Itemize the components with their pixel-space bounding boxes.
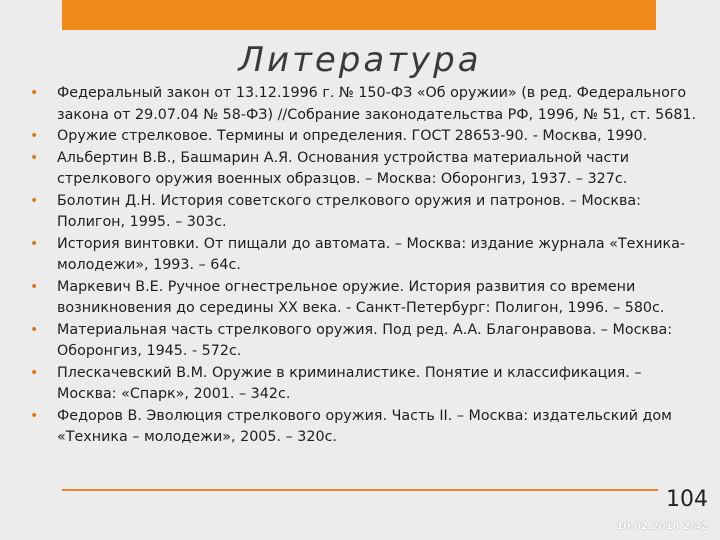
reference-text: Болотин Д.Н. История советского стрелкового оружия и патронов. – Москва: Полигон, 1995. – 303с. xyxy=(57,192,641,230)
reference-item xyxy=(30,363,700,406)
reference-item xyxy=(30,126,700,148)
reference-item xyxy=(30,83,700,126)
bullet-icon: • xyxy=(30,85,39,101)
footer-divider xyxy=(62,489,658,491)
reference-item xyxy=(30,320,700,363)
reference-list xyxy=(30,83,700,449)
reference-text: Федоров В. Эволюция стрелкового оружия. Часть II. – Москва: издательский дом «Техника – молодежи», 2005. – 320с. xyxy=(57,407,672,445)
slide-date: 10.02.2018 2:42 xyxy=(616,521,708,532)
reference-text: Плескачевский В.М. Оружие в криминалистике. Понятие и классификация. – Москва: «Спарк», 2001. – 342с. xyxy=(57,364,642,402)
bullet-icon: • xyxy=(30,128,39,144)
reference-text: Оружие стрелковое. Термины и определения. ГОСТ 28653-90. - Москва, 1990. xyxy=(57,128,648,144)
reference-item xyxy=(30,277,700,320)
reference-item xyxy=(30,148,700,191)
bullet-icon: • xyxy=(30,192,39,209)
reference-text: История винтовки. От пищали до автомата. – Москва: издание журнала «Техника-молодежи», 1993. – 64с. xyxy=(57,235,686,273)
reference-text: Материальная часть стрелкового оружия. Под ред. А.А. Благонравова. – Москва: Оборонгиз, 1945. - 572с. xyxy=(57,321,673,359)
bullet-icon: • xyxy=(30,321,39,338)
reference-item xyxy=(30,406,700,449)
page-number: 104 xyxy=(666,487,708,512)
reference-text: Федеральный закон от 13.12.1996 г. № 150-ФЗ «Об оружии» (в ред. Федерального закона от 29.07.04 № 58-ФЗ) //Собрание законодательства РФ, 1996, № 51, ст. 5681. xyxy=(57,85,697,123)
reference-text: Маркевич В.Е. Ручное огнестрельное оружие. История развития со времени возникновения до середины XX века. - Санкт-Петербург: Полигон, 1996. – 580с. xyxy=(57,278,665,316)
bullet-icon: • xyxy=(30,149,39,166)
header-accent-bar xyxy=(62,0,656,30)
reference-text: Альбертин В.В., Башмарин А.Я. Основания устройства материальной части стрелкового оружия военных образцов. – Москва: Оборонгиз, 1937. – 327с. xyxy=(57,149,629,187)
slide-title: Литература xyxy=(238,40,482,80)
reference-item xyxy=(30,234,700,277)
bullet-icon: • xyxy=(30,407,39,424)
bullet-icon: • xyxy=(30,278,39,295)
bullet-icon: • xyxy=(30,364,39,381)
bullet-icon: • xyxy=(30,235,39,252)
reference-item xyxy=(30,191,700,234)
